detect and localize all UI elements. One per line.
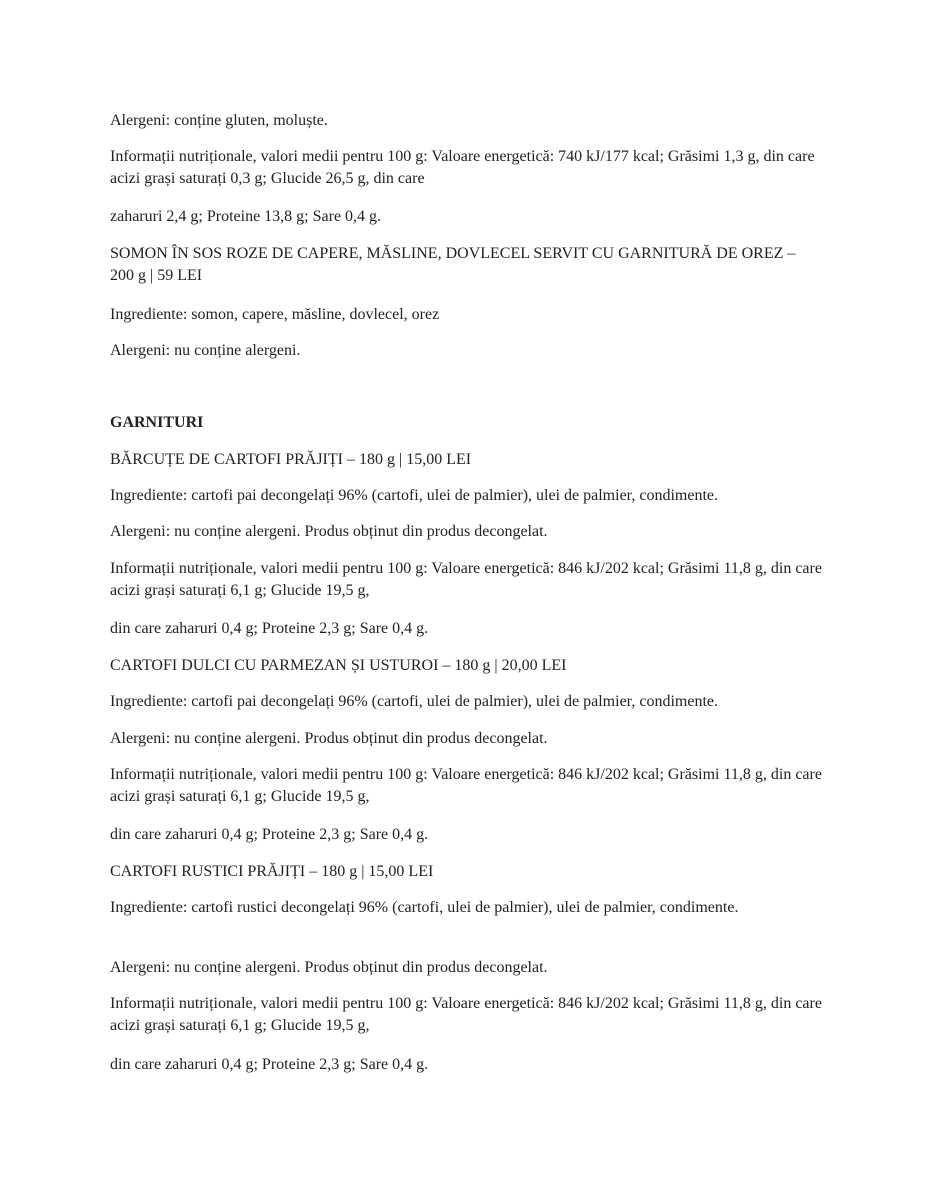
dish-title-cartofi-rustici: CARTOFI RUSTICI PRĂJIȚI – 180 g | 15,00 LEI: [110, 863, 434, 880]
nutrition-text-continued: zaharuri 2,4 g; Proteine 13,8 g; Sare 0,4 g.: [110, 208, 382, 225]
allergens-text: Alergeni: conține gluten, moluște.: [110, 112, 328, 129]
nutrition-text: Informații nutriționale, valori medii pentru 100 g: Valoare energetică: 846 kJ/202 kcal; Grăsimi 11,8 g, din care acizi grași saturați 6,1 g; Glucide 19,5 g,: [110, 766, 822, 805]
allergens-text: Alergeni: nu conține alergeni. Produs obținut din produs decongelat.: [110, 730, 548, 747]
allergens-text: Alergeni: nu conține alergeni.: [110, 342, 301, 359]
ingredients-text: Ingrediente: somon, capere, măsline, dovlecel, orez: [110, 306, 440, 323]
ingredients-text: Ingrediente: cartofi rustici decongelați 96% (cartofi, ulei de palmier), ulei de palmier, condimente.: [110, 899, 739, 916]
dish-title-cartofi-dulci: CARTOFI DULCI CU PARMEZAN ȘI USTUROI – 180 g | 20,00 LEI: [110, 657, 567, 674]
nutrition-text: Informații nutriționale, valori medii pentru 100 g: Valoare energetică: 846 kJ/202 kcal; Grăsimi 11,8 g, din care acizi grași saturați 6,1 g; Glucide 19,5 g,: [110, 995, 822, 1034]
nutrition-text-continued: din care zaharuri 0,4 g; Proteine 2,3 g; Sare 0,4 g.: [110, 620, 429, 637]
dish-title-somon: SOMON ÎN SOS ROZE DE CAPERE, MĂSLINE, DOVLECEL SERVIT CU GARNITURĂ DE OREZ – 200 g | 59 LEI: [110, 245, 796, 284]
dish-title-barcute: BĂRCUȚE DE CARTOFI PRĂJIȚI – 180 g | 15,00 LEI: [110, 451, 472, 468]
ingredients-text: Ingrediente: cartofi pai decongelați 96% (cartofi, ulei de palmier), ulei de palmier, condimente.: [110, 487, 718, 504]
nutrition-text: Informații nutriționale, valori medii pentru 100 g: Valoare energetică: 740 kJ/177 kcal; Grăsimi 1,3 g, din care acizi grași saturați 0,3 g; Glucide 26,5 g, din care: [110, 148, 815, 187]
nutrition-text-continued: din care zaharuri 0,4 g; Proteine 2,3 g; Sare 0,4 g.: [110, 826, 429, 843]
allergens-text: Alergeni: nu conține alergeni. Produs obținut din produs decongelat.: [110, 523, 548, 540]
nutrition-text: Informații nutriționale, valori medii pentru 100 g: Valoare energetică: 846 kJ/202 kcal; Grăsimi 11,8 g, din care acizi grași saturați 6,1 g; Glucide 19,5 g,: [110, 560, 822, 599]
section-heading-garnituri: GARNITURI: [110, 414, 204, 431]
nutrition-text-continued: din care zaharuri 0,4 g; Proteine 2,3 g; Sare 0,4 g.: [110, 1056, 429, 1073]
allergens-text: Alergeni: nu conține alergeni. Produs obținut din produs decongelat.: [110, 959, 548, 976]
ingredients-text: Ingrediente: cartofi pai decongelați 96% (cartofi, ulei de palmier), ulei de palmier, condimente.: [110, 693, 718, 710]
